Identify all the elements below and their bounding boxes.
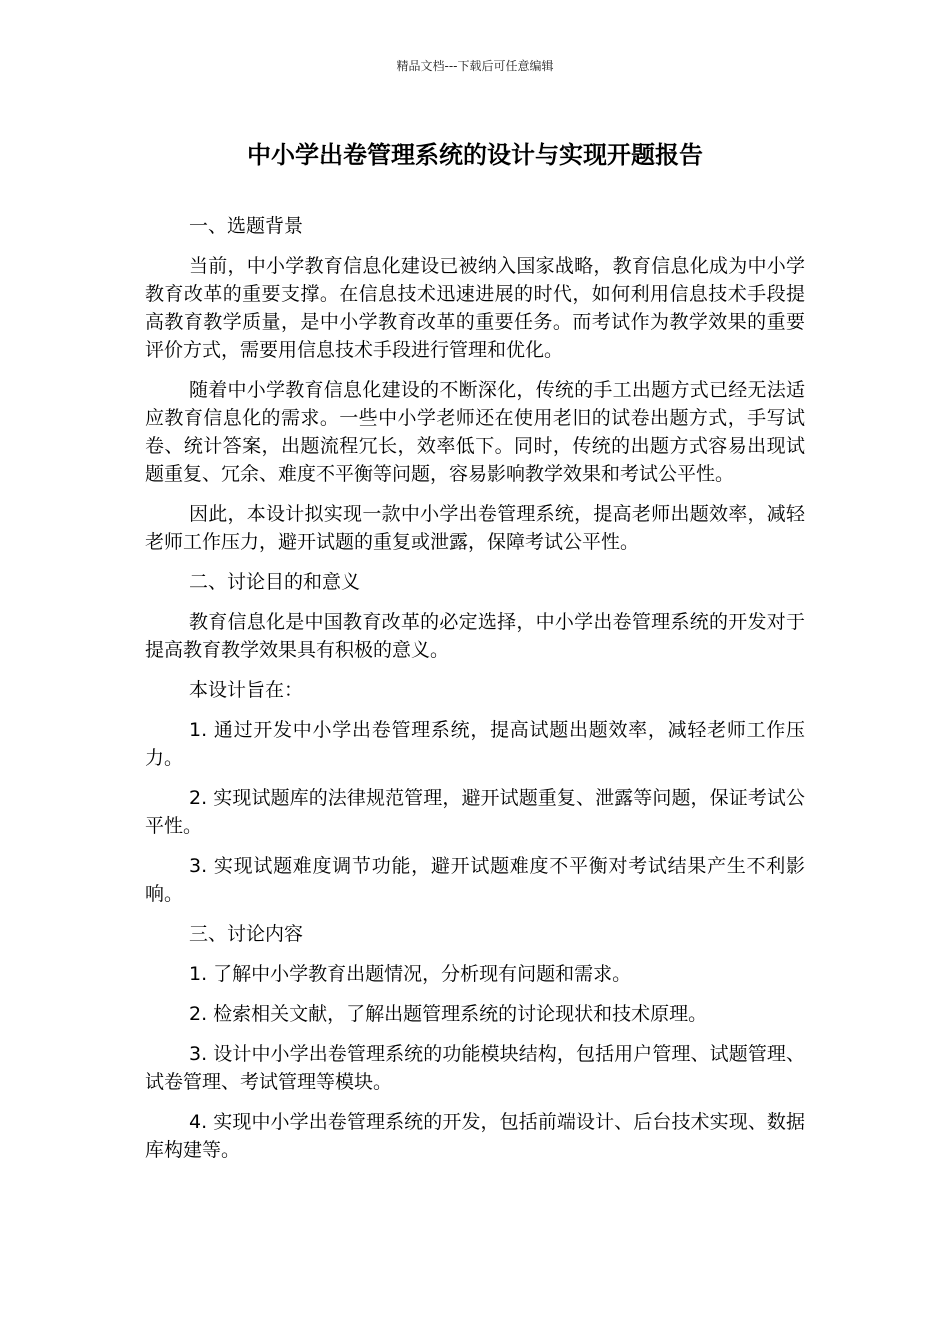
paragraph: 当前，中小学教育信息化建设已被纳入国家战略，教育信息化成为中小学教育改革的重要支撑。在信息技术迅速进展的时代，如何利用信息技术手段提高教育教学质量，是中小学教育改革的重要任务。而考试作为教学效果的重要评价方式，需要用信息技术手段进行管理和优化。	[145, 255, 805, 361]
section-heading-background: 一、选题背景	[189, 215, 304, 237]
list-item: 4. 实现中小学出卷管理系统的开发，包括前端设计、后台技术实现、数据库构建等。	[145, 1111, 805, 1161]
list-item: 1. 通过开发中小学出卷管理系统，提高试题出题效率，减轻老师工作压力。	[145, 719, 805, 769]
paragraph: 教育信息化是中国教育改革的必定选择，中小学出卷管理系统的开发对于提高教育教学效果具有积极的意义。	[145, 611, 805, 661]
document-body	[145, 212, 805, 1176]
paragraph: 因此，本设计拟实现一款中小学出卷管理系统，提高老师出题效率，减轻老师工作压力，避开试题的重复或泄露，保障考试公平性。	[145, 503, 805, 553]
page-title: 中小学出卷管理系统的设计与实现开题报告	[247, 141, 703, 169]
paragraph: 本设计旨在：	[189, 679, 304, 701]
list-item: 1. 了解中小学教育出题情况，分析现有问题和需求。	[189, 963, 632, 985]
list-item: 2. 检索相关文献，了解出题管理系统的讨论现状和技术原理。	[189, 1003, 708, 1025]
section-heading-purpose: 二、讨论目的和意义	[189, 571, 361, 593]
list-item: 3. 实现试题难度调节功能，避开试题难度不平衡对考试结果产生不利影响。	[145, 855, 805, 905]
paragraph: 随着中小学教育信息化建设的不断深化，传统的手工出题方式已经无法适应教育信息化的需求。一些中小学老师还在使用老旧的试卷出题方式，手写试卷、统计答案，出题流程冗长，效率低下。同时，传统的出题方式容易出现试题重复、冗余、难度不平衡等问题，容易影响教学效果和考试公平性。	[145, 379, 805, 485]
section-heading-content: 三、讨论内容	[189, 923, 304, 945]
list-item: 2. 实现试题库的法律规范管理，避开试题重复、泄露等问题，保证考试公平性。	[145, 787, 805, 837]
header-note: 精品文档---下载后可任意编辑	[396, 59, 554, 73]
list-item: 3. 设计中小学出卷管理系统的功能模块结构，包括用户管理、试题管理、试卷管理、考试管理等模块。	[145, 1043, 805, 1093]
